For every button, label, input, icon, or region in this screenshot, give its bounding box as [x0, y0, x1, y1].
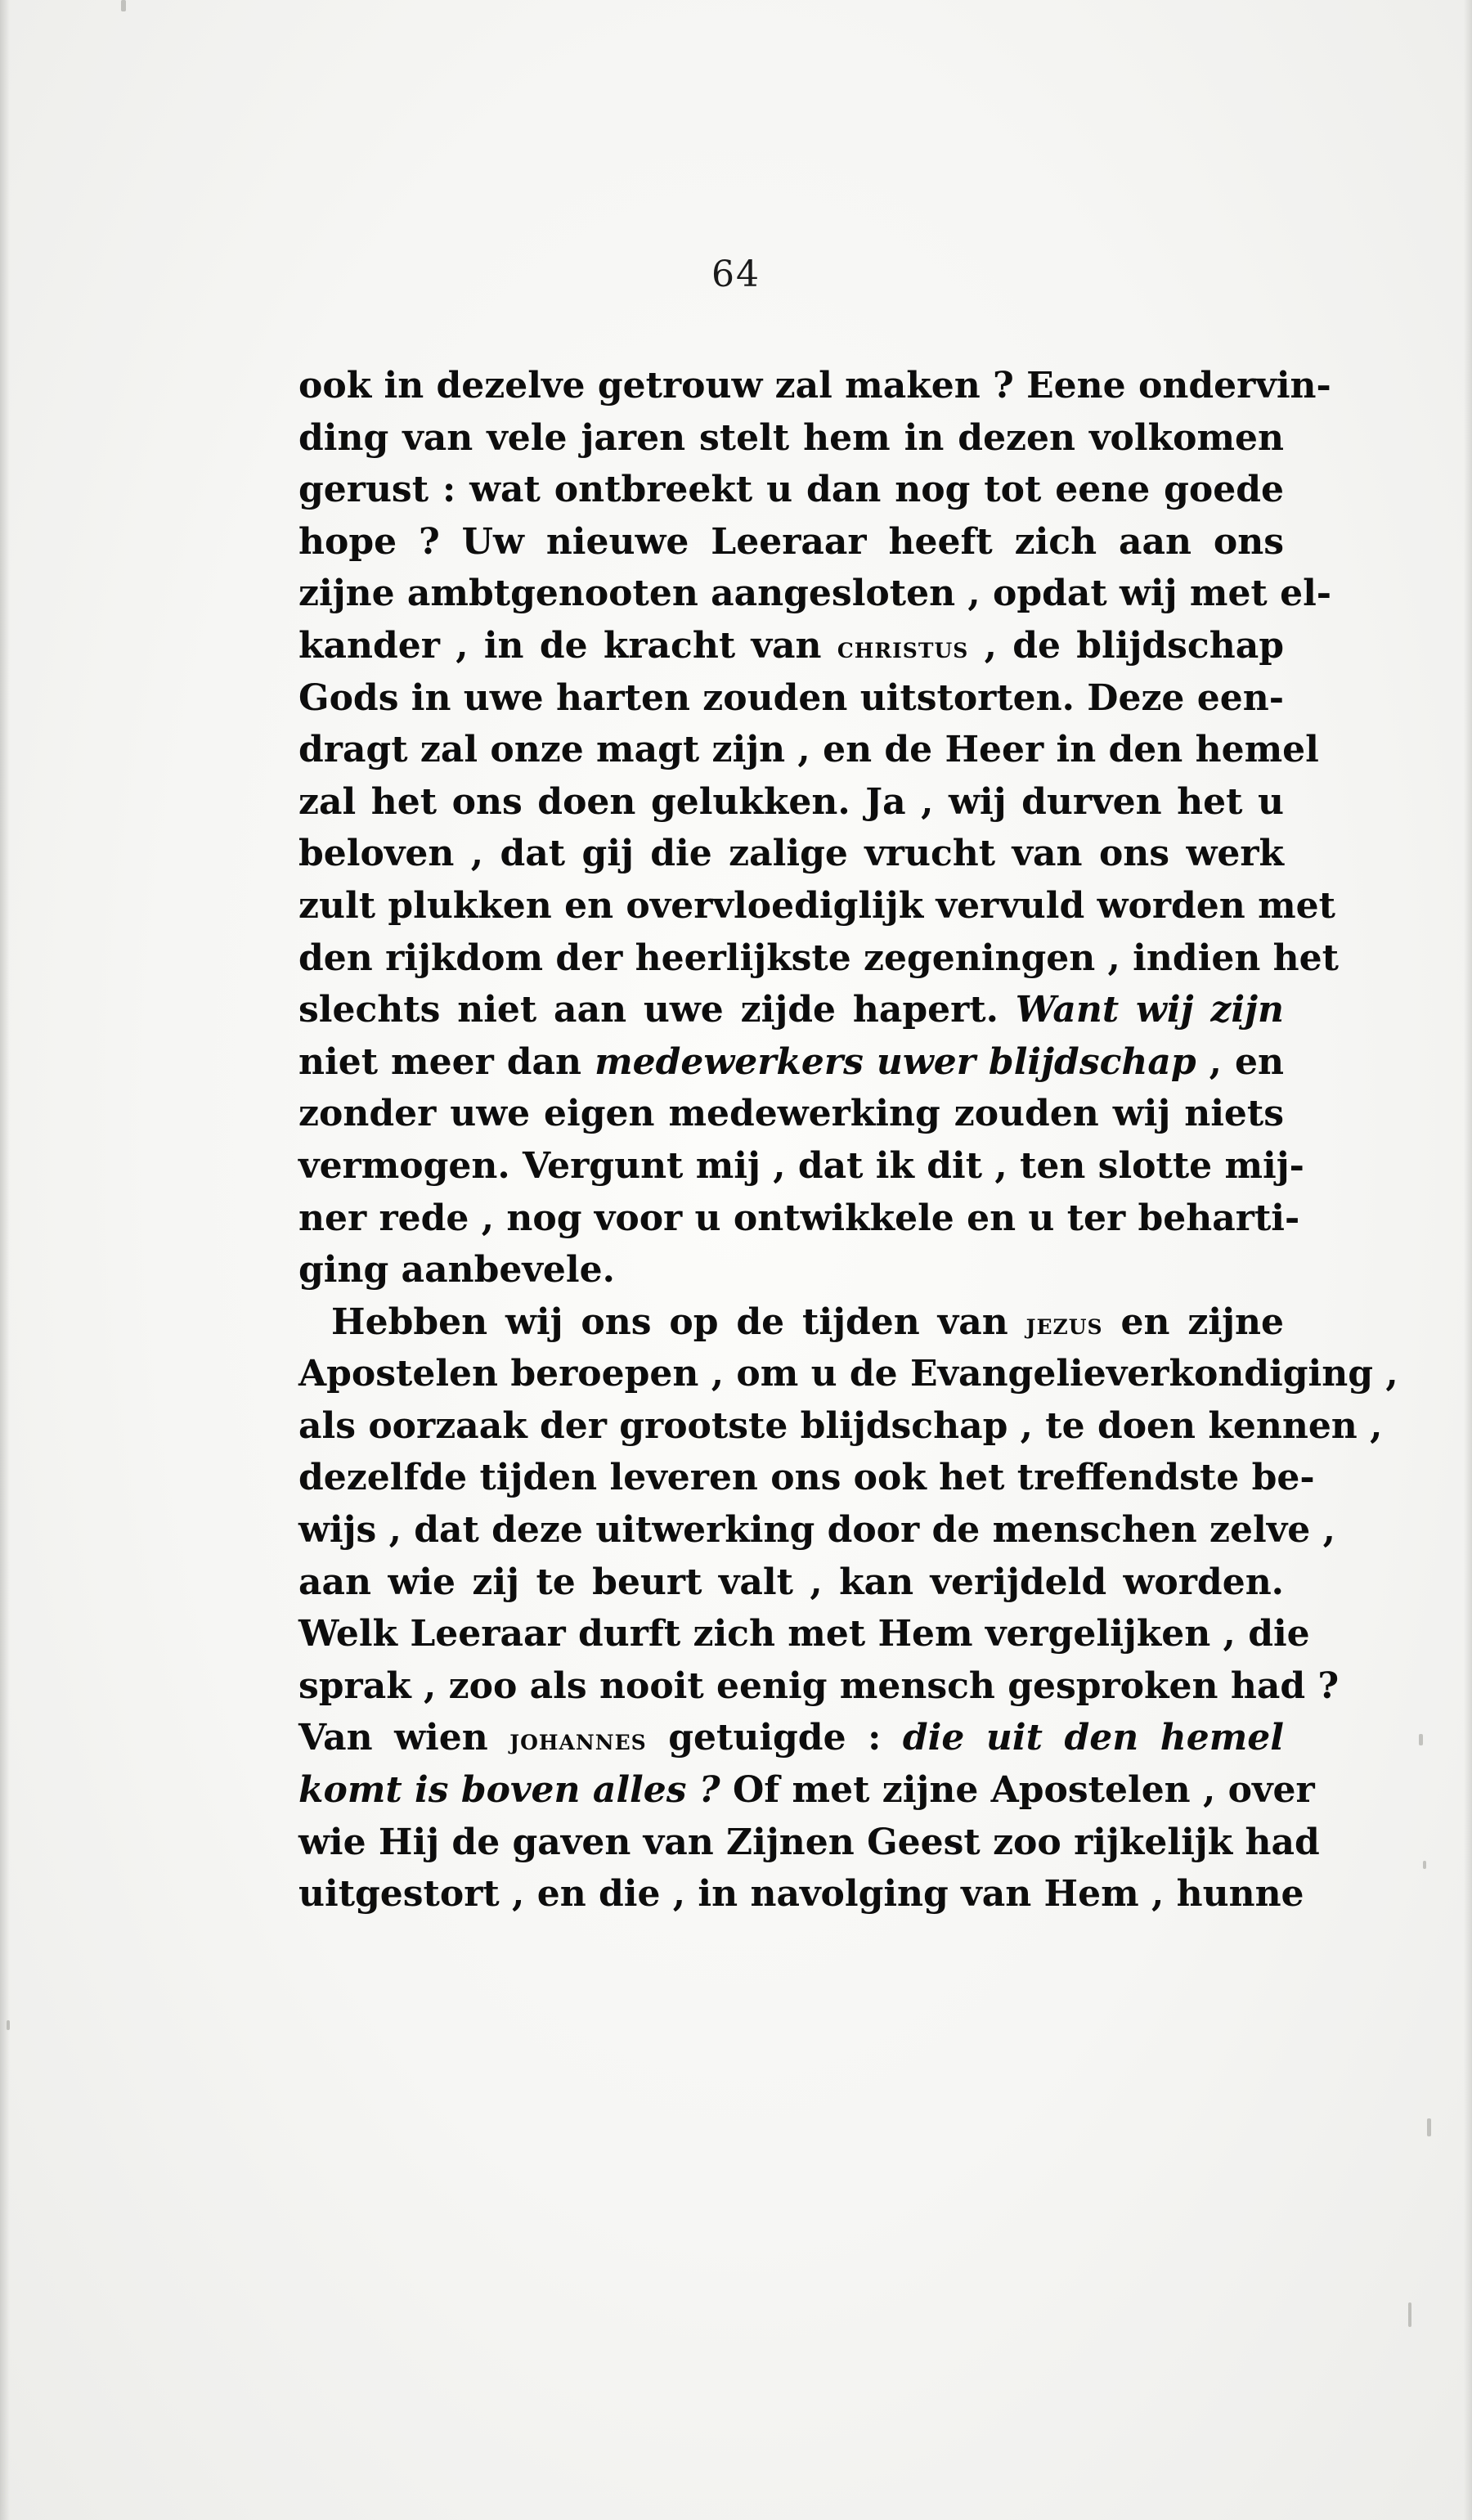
text-line — [298, 1868, 1304, 1920]
italic-text: Want wij zijn — [1015, 989, 1284, 1031]
text-segment: dragt zal onze magt zijn , en de Heer in den hemel — [298, 729, 1319, 771]
text-line — [298, 1400, 1383, 1453]
text-segment: gerust : wat ontbreekt u dan nog tot eene goede — [298, 469, 1284, 511]
italic-text: medewerkers uwer blijdschap — [595, 1040, 1196, 1083]
text-segment: sprak , zoo als nooit eenig mensch gesproken had ? — [298, 1664, 1340, 1707]
text-line — [298, 1504, 1335, 1556]
page-right-edge-shadow — [1464, 0, 1472, 2520]
text-segment: dezelfde tijden leveren ons ook het treffendste be- — [298, 1457, 1315, 1499]
text-line — [298, 1764, 1315, 1817]
text-segment: , en — [1196, 1040, 1284, 1083]
text-segment: ner rede , nog voor u ontwikkele en u ter beharti- — [298, 1197, 1300, 1239]
text-line — [298, 932, 1339, 985]
text-segment: slechts niet aan uwe zijde hapert. — [298, 989, 1016, 1031]
text-segment: zonder uwe eigen medewerking zouden wij niets — [298, 1093, 1284, 1135]
text-line — [298, 984, 1284, 1036]
text-segment: Welk Leeraar durft zich met Hem vergelijken , die — [298, 1613, 1310, 1655]
text-line — [298, 1712, 1284, 1764]
text-line — [298, 412, 1284, 465]
text-line — [298, 880, 1335, 932]
text-segment: Of met zijne Apostelen , over — [720, 1769, 1315, 1812]
paper-speck — [1423, 1861, 1426, 1869]
small-caps-name: christus — [837, 630, 969, 665]
page-left-edge-shadow — [0, 0, 10, 2520]
text-line — [298, 568, 1332, 620]
text-segment: hope ? Uw nieuwe Leeraar heeft zich aan ons — [298, 520, 1284, 563]
text-line — [298, 516, 1284, 568]
text-line — [298, 360, 1331, 412]
text-segment: niet meer dan — [298, 1040, 595, 1083]
text-line — [298, 464, 1284, 516]
text-segment: ook in dezelve getrouw zal maken ? Eene ondervin- — [298, 365, 1331, 407]
text-line — [298, 776, 1284, 829]
text-segment: beloven , dat gij die zalige vrucht van ons werk — [298, 833, 1284, 875]
text-line — [298, 1244, 1284, 1296]
paper-speck — [1427, 2118, 1431, 2136]
text-line — [298, 1348, 1398, 1400]
text-line — [298, 620, 1284, 672]
text-segment: zal het ons doen gelukken. Ja , wij durven het u — [298, 780, 1284, 823]
text-line — [298, 1140, 1304, 1193]
text-segment: zijne ambtgenooten aangesloten , opdat wij met el- — [298, 573, 1332, 615]
text-segment: als oorzaak der grootste blijdschap , te doen kennen , — [298, 1404, 1383, 1447]
text-segment: Gods in uwe harten zouden uitstorten. Deze een- — [298, 676, 1284, 719]
paper-speck — [7, 2020, 10, 2030]
text-segment: , de blijdschap — [968, 624, 1284, 667]
text-segment: en zijne — [1102, 1300, 1284, 1343]
text-line — [298, 828, 1284, 880]
text-segment: kander , in de kracht van — [298, 624, 837, 667]
text-line — [298, 1036, 1284, 1089]
text-line — [298, 1556, 1284, 1609]
text-line — [298, 1452, 1315, 1504]
text-segment: getuigde : — [646, 1717, 903, 1759]
text-segment: Hebben wij ons op de tijden van — [331, 1300, 1026, 1343]
text-segment: uitgestort , en die , in navolging van Hem , hunne — [298, 1873, 1304, 1916]
paper-speck — [1408, 2302, 1411, 2327]
text-segment: zult plukken en overvloediglijk vervuld worden met — [298, 884, 1335, 927]
paper-speck — [121, 0, 126, 11]
text-line — [298, 672, 1284, 725]
small-caps-name: jezus — [1025, 1306, 1103, 1341]
text-segment: wie Hij de gaven van Zijnen Geest zoo rijkelijk had — [298, 1821, 1320, 1863]
text-line — [298, 724, 1319, 776]
text-segment: ging aanbevele. — [298, 1249, 615, 1291]
text-segment: aan wie zij te beurt valt , kan verijdeld worden. — [298, 1561, 1284, 1603]
text-line — [298, 1608, 1310, 1660]
text-segment: vermogen. Vergunt mij , dat ik dit , ten slotte mij- — [298, 1144, 1304, 1187]
text-segment: Apostelen beroepen , om u de Evangelieverkondiging , — [298, 1353, 1398, 1395]
small-caps-name: johannes — [509, 1723, 647, 1758]
text-line — [298, 1193, 1300, 1245]
text-line — [298, 1817, 1320, 1869]
text-segment: Van wien — [298, 1717, 510, 1759]
text-segment: den rijkdom der heerlijkste zegeningen , indien het — [298, 937, 1339, 979]
text-line — [298, 1088, 1284, 1140]
page-number: 64 — [711, 254, 761, 295]
text-segment: wijs , dat deze uitwerking door de menschen zelve , — [298, 1509, 1335, 1552]
paper-speck — [1419, 1734, 1423, 1745]
text-line — [298, 1296, 1284, 1349]
body-text — [298, 360, 1398, 1920]
text-segment: ding van vele jaren stelt hem in dezen volkomen — [298, 416, 1284, 459]
text-line — [298, 1660, 1340, 1713]
italic-text: die uit den hemel — [902, 1717, 1285, 1759]
italic-text: komt is boven alles ? — [298, 1769, 720, 1812]
